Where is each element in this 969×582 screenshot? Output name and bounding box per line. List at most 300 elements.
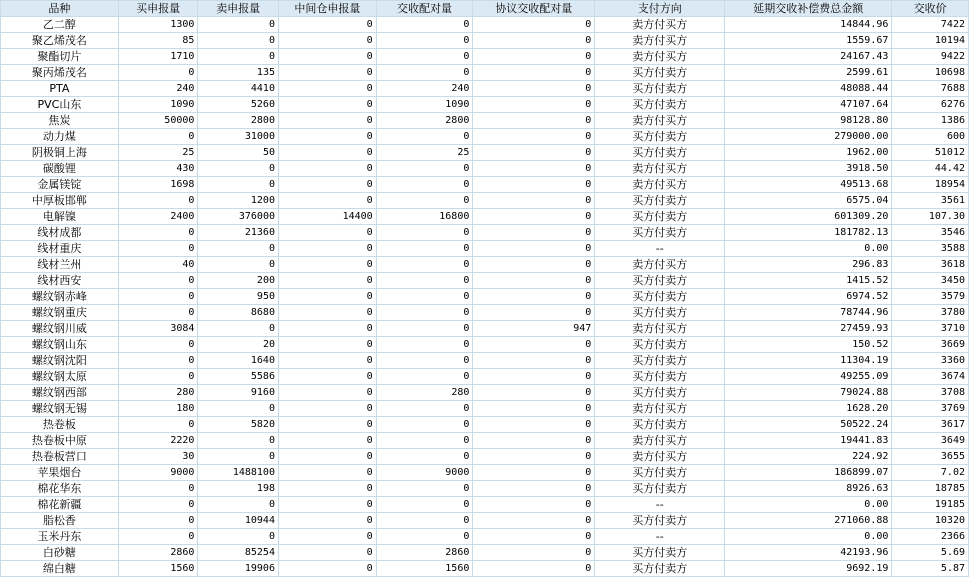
cell-matched-volume: 0 (377, 49, 473, 64)
cell-compensation-total: 271060.88 (725, 513, 891, 528)
cell-payment-direction: 卖方付买方 (595, 321, 724, 336)
table-row (1, 561, 968, 576)
cell-compensation-total: 279000.00 (725, 129, 891, 144)
cell-compensation-total: 181782.13 (725, 225, 891, 240)
cell-delivery-price: 3769 (892, 401, 968, 416)
cell-delivery-price: 3710 (892, 321, 968, 336)
table-row (1, 369, 968, 384)
col-header-delivery-price: 交收价 (892, 1, 968, 16)
cell-agreement-matched-volume: 0 (473, 97, 594, 112)
cell-matched-volume: 0 (377, 513, 473, 528)
cell-variety: 焦炭 (1, 113, 118, 128)
cell-buy-volume: 0 (119, 65, 198, 80)
cell-payment-direction: -- (595, 529, 724, 544)
cell-sell-volume: 135 (198, 65, 278, 80)
cell-agreement-matched-volume: 0 (473, 241, 594, 256)
cell-buy-volume: 0 (119, 289, 198, 304)
cell-sell-volume: 0 (198, 497, 278, 512)
cell-sell-volume: 5260 (198, 97, 278, 112)
cell-payment-direction: 卖方付买方 (595, 433, 724, 448)
cell-agreement-matched-volume: 0 (473, 433, 594, 448)
table-row (1, 289, 968, 304)
cell-variety: 动力煤 (1, 129, 118, 144)
cell-buy-volume: 430 (119, 161, 198, 176)
cell-payment-direction: 买方付卖方 (595, 193, 724, 208)
cell-buy-volume: 1710 (119, 49, 198, 64)
table-row (1, 33, 968, 48)
table-row (1, 513, 968, 528)
cell-matched-volume: 25 (377, 145, 473, 160)
cell-delivery-price: 5.87 (892, 561, 968, 576)
cell-sell-volume: 5586 (198, 369, 278, 384)
cell-variety: 聚丙烯茂名 (1, 65, 118, 80)
cell-sell-volume: 0 (198, 161, 278, 176)
cell-matched-volume: 0 (377, 33, 473, 48)
cell-payment-direction: 买方付卖方 (595, 129, 724, 144)
cell-buy-volume: 0 (119, 305, 198, 320)
col-header-matched-volume: 交收配对量 (377, 1, 473, 16)
cell-buy-volume: 2860 (119, 545, 198, 560)
cell-buy-volume: 3084 (119, 321, 198, 336)
cell-intermediate-volume: 0 (279, 65, 376, 80)
table-row (1, 497, 968, 512)
table-row (1, 161, 968, 176)
cell-payment-direction: 买方付卖方 (595, 481, 724, 496)
cell-variety: 螺纹钢山东 (1, 337, 118, 352)
table-row (1, 209, 968, 224)
cell-delivery-price: 10320 (892, 513, 968, 528)
cell-sell-volume: 4410 (198, 81, 278, 96)
cell-delivery-price: 51012 (892, 145, 968, 160)
table-row (1, 145, 968, 160)
cell-payment-direction: 买方付卖方 (595, 273, 724, 288)
cell-delivery-price: 600 (892, 129, 968, 144)
cell-sell-volume: 200 (198, 273, 278, 288)
cell-intermediate-volume: 0 (279, 337, 376, 352)
cell-agreement-matched-volume: 0 (473, 225, 594, 240)
cell-payment-direction: 买方付卖方 (595, 561, 724, 576)
cell-delivery-price: 19185 (892, 497, 968, 512)
cell-compensation-total: 224.92 (725, 449, 891, 464)
cell-buy-volume: 1090 (119, 97, 198, 112)
cell-agreement-matched-volume: 947 (473, 321, 594, 336)
cell-intermediate-volume: 0 (279, 561, 376, 576)
cell-agreement-matched-volume: 0 (473, 273, 594, 288)
cell-delivery-price: 10194 (892, 33, 968, 48)
table-row (1, 97, 968, 112)
cell-matched-volume: 0 (377, 177, 473, 192)
cell-intermediate-volume: 0 (279, 193, 376, 208)
cell-compensation-total: 42193.96 (725, 545, 891, 560)
cell-agreement-matched-volume: 0 (473, 65, 594, 80)
cell-delivery-price: 3588 (892, 241, 968, 256)
cell-compensation-total: 0.00 (725, 241, 891, 256)
cell-matched-volume: 0 (377, 401, 473, 416)
cell-intermediate-volume: 0 (279, 449, 376, 464)
cell-delivery-price: 3655 (892, 449, 968, 464)
cell-delivery-price: 3669 (892, 337, 968, 352)
cell-variety: 脂松香 (1, 513, 118, 528)
cell-sell-volume: 950 (198, 289, 278, 304)
cell-compensation-total: 186899.07 (725, 465, 891, 480)
cell-intermediate-volume: 0 (279, 465, 376, 480)
cell-payment-direction: 买方付卖方 (595, 337, 724, 352)
cell-compensation-total: 14844.96 (725, 17, 891, 32)
cell-agreement-matched-volume: 0 (473, 33, 594, 48)
cell-delivery-price: 3649 (892, 433, 968, 448)
cell-matched-volume: 0 (377, 433, 473, 448)
cell-intermediate-volume: 0 (279, 113, 376, 128)
cell-agreement-matched-volume: 0 (473, 545, 594, 560)
table-row (1, 273, 968, 288)
cell-matched-volume: 0 (377, 273, 473, 288)
cell-buy-volume: 1698 (119, 177, 198, 192)
cell-compensation-total: 296.83 (725, 257, 891, 272)
cell-payment-direction: 买方付卖方 (595, 465, 724, 480)
table-row (1, 529, 968, 544)
cell-payment-direction: 买方付卖方 (595, 209, 724, 224)
cell-matched-volume: 0 (377, 417, 473, 432)
cell-matched-volume: 0 (377, 65, 473, 80)
cell-agreement-matched-volume: 0 (473, 465, 594, 480)
cell-variety: 线材兰州 (1, 257, 118, 272)
cell-buy-volume: 0 (119, 273, 198, 288)
cell-intermediate-volume: 0 (279, 481, 376, 496)
cell-matched-volume: 0 (377, 321, 473, 336)
col-header-sell-volume: 卖申报量 (198, 1, 278, 16)
cell-compensation-total: 8926.63 (725, 481, 891, 496)
cell-buy-volume: 0 (119, 369, 198, 384)
cell-delivery-price: 9422 (892, 49, 968, 64)
cell-buy-volume: 0 (119, 193, 198, 208)
cell-intermediate-volume: 0 (279, 145, 376, 160)
cell-variety: PVC山东 (1, 97, 118, 112)
cell-delivery-price: 10698 (892, 65, 968, 80)
cell-delivery-price: 3674 (892, 369, 968, 384)
table-row (1, 193, 968, 208)
cell-agreement-matched-volume: 0 (473, 385, 594, 400)
cell-delivery-price: 6276 (892, 97, 968, 112)
col-header-variety: 品种 (1, 1, 118, 16)
cell-sell-volume: 0 (198, 401, 278, 416)
cell-compensation-total: 27459.93 (725, 321, 891, 336)
cell-compensation-total: 24167.43 (725, 49, 891, 64)
cell-agreement-matched-volume: 0 (473, 161, 594, 176)
cell-sell-volume: 5820 (198, 417, 278, 432)
cell-sell-volume: 10944 (198, 513, 278, 528)
cell-sell-volume: 9160 (198, 385, 278, 400)
cell-buy-volume: 180 (119, 401, 198, 416)
cell-variety: 绵白糖 (1, 561, 118, 576)
cell-intermediate-volume: 14400 (279, 209, 376, 224)
cell-sell-volume: 21360 (198, 225, 278, 240)
cell-intermediate-volume: 0 (279, 305, 376, 320)
table-row (1, 241, 968, 256)
cell-delivery-price: 3360 (892, 353, 968, 368)
cell-payment-direction: 卖方付买方 (595, 33, 724, 48)
cell-agreement-matched-volume: 0 (473, 49, 594, 64)
cell-agreement-matched-volume: 0 (473, 177, 594, 192)
cell-buy-volume: 2400 (119, 209, 198, 224)
col-header-intermediate-volume: 中间仓申报量 (279, 1, 376, 16)
table-header-row (1, 1, 968, 16)
cell-intermediate-volume: 0 (279, 241, 376, 256)
cell-delivery-price: 7688 (892, 81, 968, 96)
cell-variety: 螺纹钢无锡 (1, 401, 118, 416)
cell-intermediate-volume: 0 (279, 97, 376, 112)
cell-agreement-matched-volume: 0 (473, 417, 594, 432)
cell-variety: 聚酯切片 (1, 49, 118, 64)
cell-compensation-total: 49255.09 (725, 369, 891, 384)
cell-buy-volume: 2220 (119, 433, 198, 448)
cell-compensation-total: 1415.52 (725, 273, 891, 288)
cell-payment-direction: 卖方付买方 (595, 161, 724, 176)
cell-sell-volume: 376000 (198, 209, 278, 224)
cell-payment-direction: 买方付卖方 (595, 545, 724, 560)
cell-sell-volume: 2800 (198, 113, 278, 128)
table-row (1, 257, 968, 272)
cell-payment-direction: 买方付卖方 (595, 305, 724, 320)
cell-delivery-price: 3579 (892, 289, 968, 304)
cell-variety: 螺纹钢川威 (1, 321, 118, 336)
cell-delivery-price: 2366 (892, 529, 968, 544)
cell-variety: 线材重庆 (1, 241, 118, 256)
cell-intermediate-volume: 0 (279, 545, 376, 560)
cell-agreement-matched-volume: 0 (473, 289, 594, 304)
cell-sell-volume: 85254 (198, 545, 278, 560)
cell-buy-volume: 0 (119, 353, 198, 368)
col-header-agreement-matched-volume: 协议交收配对量 (473, 1, 594, 16)
cell-agreement-matched-volume: 0 (473, 209, 594, 224)
cell-delivery-price: 107.30 (892, 209, 968, 224)
cell-compensation-total: 1628.20 (725, 401, 891, 416)
cell-buy-volume: 1300 (119, 17, 198, 32)
cell-compensation-total: 98128.80 (725, 113, 891, 128)
cell-payment-direction: 买方付卖方 (595, 385, 724, 400)
cell-sell-volume: 0 (198, 177, 278, 192)
cell-intermediate-volume: 0 (279, 177, 376, 192)
cell-agreement-matched-volume: 0 (473, 449, 594, 464)
table-row (1, 305, 968, 320)
cell-buy-volume: 85 (119, 33, 198, 48)
table-row (1, 545, 968, 560)
cell-buy-volume: 25 (119, 145, 198, 160)
cell-compensation-total: 6575.04 (725, 193, 891, 208)
cell-variety: 线材西安 (1, 273, 118, 288)
cell-intermediate-volume: 0 (279, 17, 376, 32)
cell-delivery-price: 1386 (892, 113, 968, 128)
cell-payment-direction: 买方付卖方 (595, 145, 724, 160)
cell-payment-direction: -- (595, 497, 724, 512)
cell-matched-volume: 0 (377, 353, 473, 368)
cell-buy-volume: 9000 (119, 465, 198, 480)
cell-delivery-price: 3708 (892, 385, 968, 400)
cell-sell-volume: 0 (198, 433, 278, 448)
cell-delivery-price: 18785 (892, 481, 968, 496)
cell-matched-volume: 0 (377, 17, 473, 32)
cell-delivery-price: 5.69 (892, 545, 968, 560)
cell-delivery-price: 3561 (892, 193, 968, 208)
table-row (1, 321, 968, 336)
cell-compensation-total: 11304.19 (725, 353, 891, 368)
cell-variety: 螺纹钢赤峰 (1, 289, 118, 304)
cell-payment-direction: 卖方付买方 (595, 49, 724, 64)
cell-compensation-total: 6974.52 (725, 289, 891, 304)
cell-buy-volume: 280 (119, 385, 198, 400)
cell-variety: 螺纹钢重庆 (1, 305, 118, 320)
cell-compensation-total: 9692.19 (725, 561, 891, 576)
cell-payment-direction: 卖方付买方 (595, 177, 724, 192)
cell-agreement-matched-volume: 0 (473, 369, 594, 384)
cell-intermediate-volume: 0 (279, 49, 376, 64)
cell-delivery-price: 44.42 (892, 161, 968, 176)
cell-variety: 热卷板营口 (1, 449, 118, 464)
cell-matched-volume: 0 (377, 225, 473, 240)
table-row (1, 401, 968, 416)
cell-payment-direction: 买方付卖方 (595, 225, 724, 240)
cell-payment-direction: 卖方付买方 (595, 449, 724, 464)
cell-agreement-matched-volume: 0 (473, 353, 594, 368)
col-header-payment-direction: 支付方向 (595, 1, 724, 16)
table-row (1, 353, 968, 368)
cell-compensation-total: 19441.83 (725, 433, 891, 448)
table-row (1, 385, 968, 400)
cell-intermediate-volume: 0 (279, 369, 376, 384)
cell-buy-volume: 40 (119, 257, 198, 272)
cell-agreement-matched-volume: 0 (473, 193, 594, 208)
cell-agreement-matched-volume: 0 (473, 529, 594, 544)
cell-matched-volume: 2800 (377, 113, 473, 128)
cell-agreement-matched-volume: 0 (473, 17, 594, 32)
cell-matched-volume: 0 (377, 257, 473, 272)
cell-matched-volume: 1090 (377, 97, 473, 112)
cell-payment-direction: 买方付卖方 (595, 97, 724, 112)
cell-sell-volume: 31000 (198, 129, 278, 144)
cell-delivery-price: 3780 (892, 305, 968, 320)
cell-intermediate-volume: 0 (279, 417, 376, 432)
cell-intermediate-volume: 0 (279, 289, 376, 304)
cell-payment-direction: 买方付卖方 (595, 289, 724, 304)
cell-matched-volume: 0 (377, 241, 473, 256)
cell-sell-volume: 50 (198, 145, 278, 160)
cell-sell-volume: 20 (198, 337, 278, 352)
cell-compensation-total: 47107.64 (725, 97, 891, 112)
cell-variety: 棉花新疆 (1, 497, 118, 512)
cell-matched-volume: 0 (377, 129, 473, 144)
cell-intermediate-volume: 0 (279, 129, 376, 144)
cell-intermediate-volume: 0 (279, 433, 376, 448)
cell-variety: 电解镍 (1, 209, 118, 224)
cell-matched-volume: 280 (377, 385, 473, 400)
cell-buy-volume: 240 (119, 81, 198, 96)
cell-intermediate-volume: 0 (279, 401, 376, 416)
cell-intermediate-volume: 0 (279, 513, 376, 528)
cell-intermediate-volume: 0 (279, 353, 376, 368)
cell-buy-volume: 0 (119, 241, 198, 256)
cell-matched-volume: 0 (377, 193, 473, 208)
cell-agreement-matched-volume: 0 (473, 113, 594, 128)
cell-payment-direction: 卖方付买方 (595, 17, 724, 32)
cell-sell-volume: 1640 (198, 353, 278, 368)
cell-intermediate-volume: 0 (279, 257, 376, 272)
cell-variety: 白砂糖 (1, 545, 118, 560)
cell-agreement-matched-volume: 0 (473, 561, 594, 576)
table-row (1, 129, 968, 144)
cell-matched-volume: 0 (377, 161, 473, 176)
cell-matched-volume: 0 (377, 497, 473, 512)
cell-intermediate-volume: 0 (279, 81, 376, 96)
col-header-buy-volume: 买申报量 (119, 1, 198, 16)
cell-variety: 中厚板邯郸 (1, 193, 118, 208)
cell-intermediate-volume: 0 (279, 385, 376, 400)
cell-sell-volume: 0 (198, 241, 278, 256)
cell-matched-volume: 16800 (377, 209, 473, 224)
cell-agreement-matched-volume: 0 (473, 145, 594, 160)
cell-matched-volume: 9000 (377, 465, 473, 480)
cell-variety: 阴极铜上海 (1, 145, 118, 160)
cell-matched-volume: 240 (377, 81, 473, 96)
col-header-compensation-total: 延期交收补偿费总金额 (725, 1, 891, 16)
cell-agreement-matched-volume: 0 (473, 513, 594, 528)
table-body (1, 17, 968, 576)
table-row (1, 17, 968, 32)
cell-compensation-total: 150.52 (725, 337, 891, 352)
table-row (1, 481, 968, 496)
cell-compensation-total: 601309.20 (725, 209, 891, 224)
cell-matched-volume: 0 (377, 529, 473, 544)
cell-sell-volume: 8680 (198, 305, 278, 320)
cell-agreement-matched-volume: 0 (473, 337, 594, 352)
table-row (1, 49, 968, 64)
cell-intermediate-volume: 0 (279, 273, 376, 288)
cell-buy-volume: 0 (119, 529, 198, 544)
table-row (1, 81, 968, 96)
cell-variety: 螺纹钢沈阳 (1, 353, 118, 368)
cell-delivery-price: 3617 (892, 417, 968, 432)
cell-sell-volume: 0 (198, 17, 278, 32)
cell-buy-volume: 0 (119, 129, 198, 144)
cell-sell-volume: 0 (198, 321, 278, 336)
cell-variety: 螺纹钢西部 (1, 385, 118, 400)
cell-compensation-total: 1962.00 (725, 145, 891, 160)
cell-payment-direction: 买方付卖方 (595, 81, 724, 96)
cell-compensation-total: 49513.68 (725, 177, 891, 192)
table-row (1, 225, 968, 240)
cell-sell-volume: 0 (198, 49, 278, 64)
cell-buy-volume: 0 (119, 337, 198, 352)
table-row (1, 177, 968, 192)
cell-delivery-price: 18954 (892, 177, 968, 192)
cell-variety: 苹果烟台 (1, 465, 118, 480)
cell-agreement-matched-volume: 0 (473, 401, 594, 416)
cell-buy-volume: 0 (119, 513, 198, 528)
cell-variety: 棉花华东 (1, 481, 118, 496)
cell-matched-volume: 2860 (377, 545, 473, 560)
cell-compensation-total: 1559.67 (725, 33, 891, 48)
cell-matched-volume: 0 (377, 305, 473, 320)
cell-variety: PTA (1, 81, 118, 96)
cell-variety: 碳酸锂 (1, 161, 118, 176)
table-row (1, 449, 968, 464)
cell-sell-volume: 0 (198, 257, 278, 272)
cell-payment-direction: 买方付卖方 (595, 353, 724, 368)
cell-payment-direction: 卖方付买方 (595, 401, 724, 416)
table-row (1, 113, 968, 128)
cell-intermediate-volume: 0 (279, 161, 376, 176)
cell-matched-volume: 0 (377, 481, 473, 496)
cell-compensation-total: 3918.50 (725, 161, 891, 176)
table-row (1, 65, 968, 80)
